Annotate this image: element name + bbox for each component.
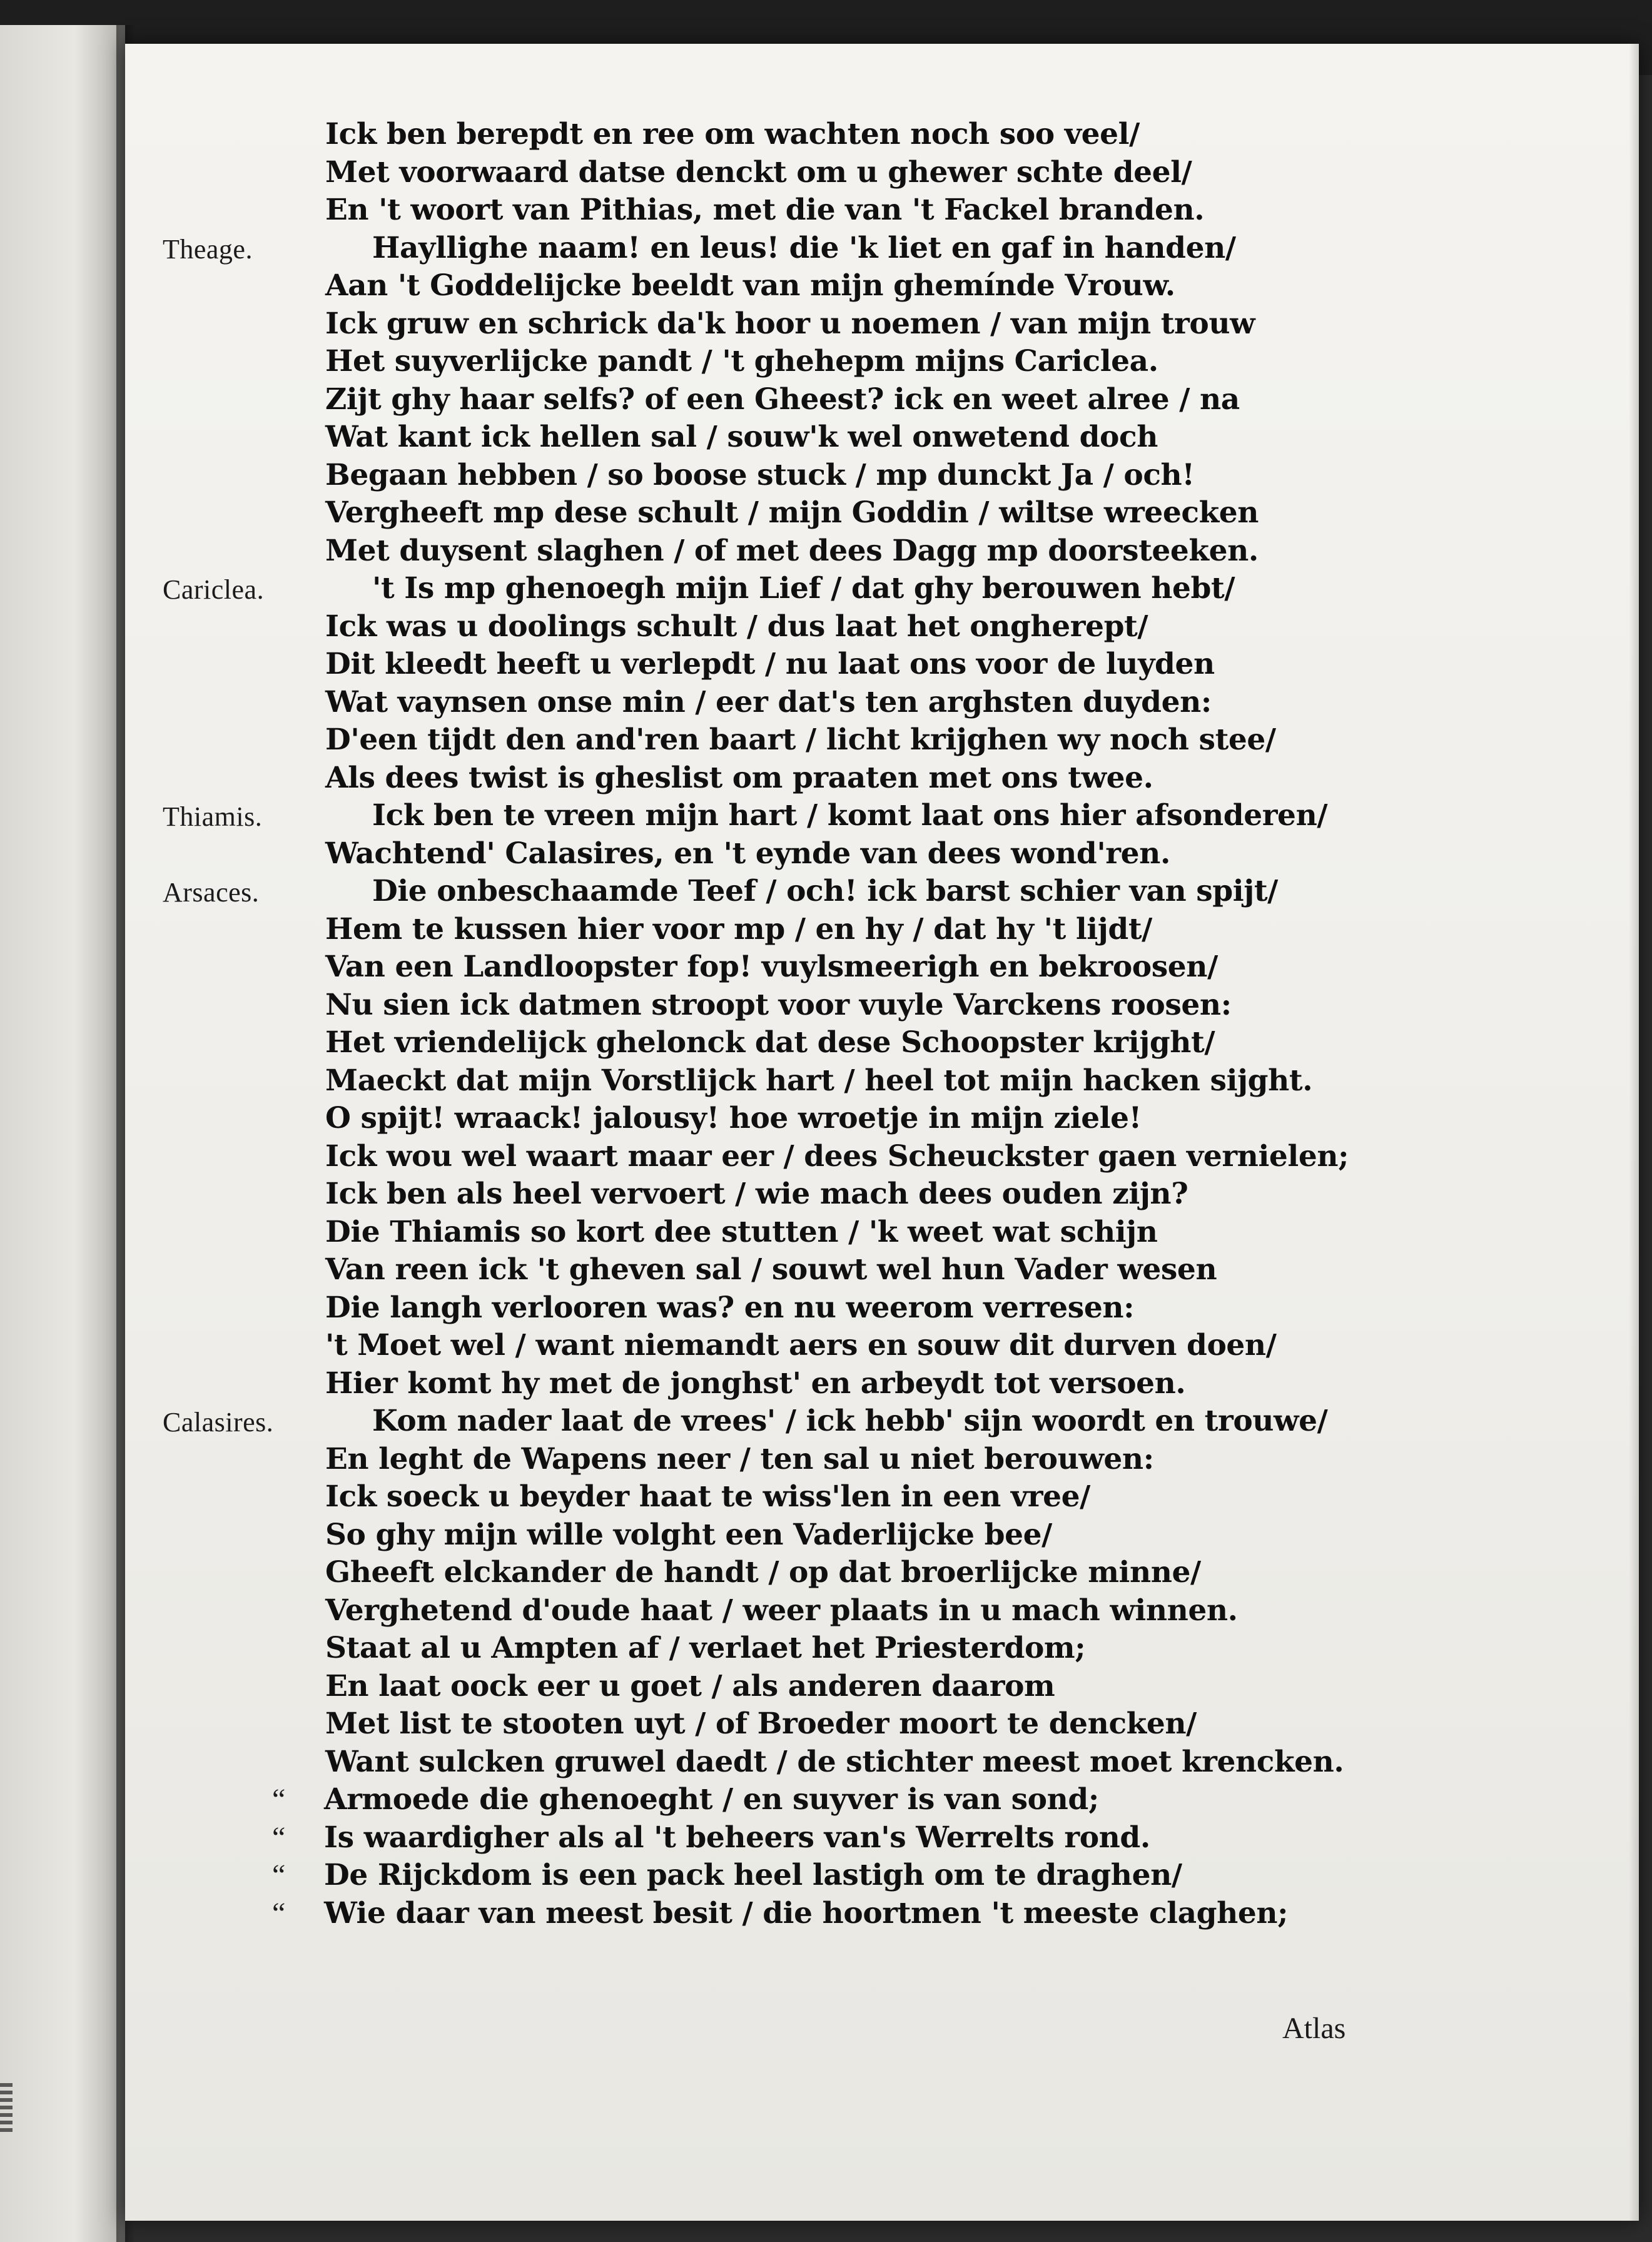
verse-line <box>125 418 1639 457</box>
verse-line <box>125 532 1639 571</box>
verse-text: En 't woort van Pithias, met die van 't Fackel branden. <box>325 193 1205 227</box>
verse-text: Met duysent slaghen / of met dees Dagg mp doorsteeken. <box>325 533 1259 568</box>
verse-text: Zijt ghy haar selfs? of een Gheest? ick en weet alree / na <box>325 382 1240 417</box>
verse-text: Die Thiamis so kort dee stutten / 'k weet wat schijn <box>325 1214 1158 1249</box>
verse-line <box>125 1214 1639 1252</box>
verse-line <box>125 873 1639 911</box>
verse-line <box>125 1743 1639 1782</box>
verse-line <box>125 230 1639 268</box>
verse-text: De Rijckdom is een pack heel lastigh om te draghen/ <box>324 1858 1182 1892</box>
verse-line <box>125 1857 1639 1895</box>
verse-text: Begaan hebben / so boose stuck / mp dunckt Ja / och! <box>325 457 1195 492</box>
verse-line <box>125 1403 1639 1441</box>
verse-text: So ghy mijn wille volght een Vaderlijcke bee/ <box>325 1517 1052 1552</box>
verse-line <box>125 1327 1639 1365</box>
verse-line <box>125 494 1639 532</box>
quotation-mark: “ <box>272 1859 286 1892</box>
speaker-name: Theage. <box>163 233 253 265</box>
verse-text: Het vriendelijck ghelonck dat dese Schoopster krijght/ <box>325 1025 1215 1060</box>
verse-text: Dit kleedt heeft u verlepdt / nu laat ons voor de luyden <box>325 647 1215 681</box>
quotation-mark: “ <box>272 1820 286 1854</box>
verse-line <box>125 646 1639 684</box>
left-page-print-mark <box>0 2083 13 2133</box>
verse-line <box>125 1100 1639 1138</box>
verse-line <box>125 1781 1639 1819</box>
verse-text: Nu sien ick datmen stroopt voor vuyle Varckens roosen: <box>325 987 1232 1022</box>
verse-line <box>125 191 1639 230</box>
verse-text: Wachtend' Calasires, en 't eynde van dees wond'ren. <box>325 836 1170 871</box>
quotation-mark: “ <box>272 1896 286 1930</box>
catchword: Atlas <box>1282 2012 1346 2045</box>
verse-text: Ick ben als heel vervoert / wie mach dees ouden zijn? <box>325 1177 1188 1211</box>
verse-text: Hem te kussen hier voor mp / en hy / dat hy 't lijdt/ <box>325 911 1152 946</box>
verse-line <box>125 267 1639 305</box>
verse-line <box>125 381 1639 419</box>
left-page-edge <box>0 25 125 2242</box>
verse-line <box>125 759 1639 798</box>
verse-line <box>125 116 1639 154</box>
verse-line <box>125 457 1639 495</box>
verse-line <box>125 797 1639 835</box>
verse-text: Met list te stooten uyt / of Broeder moort te dencken/ <box>325 1707 1197 1741</box>
verse-line <box>125 154 1639 192</box>
verse-text: Verghetend d'oude haat / weer plaats in u mach winnen. <box>325 1593 1238 1628</box>
verse-text: Ick gruw en schrick da'k hoor u noemen / van mijn trouw <box>325 306 1255 341</box>
verse-line <box>125 570 1639 608</box>
verse-text: Wat kant ick hellen sal / souw'k wel onwetend doch <box>325 420 1158 454</box>
verse-text: En leght de Wapens neer / ten sal u niet berouwen: <box>325 1441 1154 1476</box>
verse-text: Ick soeck u beyder haat te wiss'len in een vree/ <box>325 1479 1090 1514</box>
verse-text: Als dees twist is gheslist om praaten met ons twee. <box>325 760 1153 795</box>
verse-text: Hayllighe naam! en leus! die 'k liet en gaf in handen/ <box>372 230 1236 265</box>
verse-text: Ick wou wel waart maar eer / dees Scheuckster gaen vernielen; <box>325 1139 1349 1174</box>
speaker-name: Arsaces. <box>163 877 260 908</box>
verse-line <box>125 1819 1639 1857</box>
verse-text: Van een Landloopster fop! vuylsmeerigh en bekroosen/ <box>325 950 1218 984</box>
verse-line <box>125 835 1639 873</box>
verse-text: Staat al u Ampten af / verlaet het Priesterdom; <box>325 1631 1086 1665</box>
verse-text: Met voorwaard datse denckt om u ghewer schte deel/ <box>325 155 1192 190</box>
quotation-mark: “ <box>272 1783 286 1816</box>
verse-line <box>125 987 1639 1025</box>
verse-line <box>125 1024 1639 1062</box>
speaker-name: Thiamis. <box>163 801 263 832</box>
verse-line <box>125 1630 1639 1668</box>
speaker-name: Calasires. <box>163 1407 274 1438</box>
verse-line <box>125 948 1639 987</box>
speaker-name: Cariclea. <box>163 574 265 605</box>
verse-text: Ick ben berepdt en ree om wachten noch soo veel/ <box>325 117 1140 151</box>
verse-line <box>125 1175 1639 1214</box>
verse-text: Ick was u doolings schult / dus laat het ongherept/ <box>325 609 1148 644</box>
verse-line <box>125 1554 1639 1592</box>
verse-line <box>125 1251 1639 1289</box>
verse-text: Aan 't Goddelijcke beeldt van mijn ghemínde Vrouw. <box>325 268 1175 303</box>
verse-line <box>125 1705 1639 1743</box>
verse-line <box>125 1895 1639 1933</box>
verse-line <box>125 608 1639 646</box>
verse-text: Is waardigher als al 't beheers van's Werrelts rond. <box>324 1820 1150 1855</box>
verse-text: 't Moet wel / want niemandt aers en souw dit durven doen/ <box>325 1328 1277 1362</box>
book-page <box>125 44 1639 2221</box>
verse-line <box>125 1478 1639 1516</box>
verse-line <box>125 1441 1639 1479</box>
verse-line <box>125 305 1639 343</box>
verse-text: Wat vaynsen onse min / eer dat's ten arghsten duyden: <box>325 684 1212 719</box>
verse-text: Die langh verlooren was? en nu weerom verresen: <box>325 1290 1135 1325</box>
verse-line <box>125 1516 1639 1555</box>
verse-text: Armoede die ghenoeght / en suyver is van sond; <box>324 1782 1099 1817</box>
verse-text: Kom nader laat de vrees' / ick hebb' sijn woordt en trouwe/ <box>372 1404 1328 1438</box>
verse-line <box>125 1365 1639 1403</box>
verse-line <box>125 1592 1639 1630</box>
verse-text: Ick ben te vreen mijn hart / komt laat ons hier afsonderen/ <box>372 798 1328 833</box>
verse-text: Die onbeschaamde Teef / och! ick barst schier van spijt/ <box>372 874 1278 908</box>
verse-line <box>125 911 1639 949</box>
verse-text: Vergheeft mp dese schult / mijn Goddin / wiltse wreecken <box>325 495 1259 530</box>
verse-line <box>125 1289 1639 1327</box>
verse-line <box>125 1062 1639 1100</box>
verse-text: Van reen ick 't gheven sal / souwt wel hun Vader wesen <box>325 1252 1217 1287</box>
verse-text: Want sulcken gruwel daedt / de stichter meest moet krencken. <box>325 1744 1344 1779</box>
verse-text: 't Is mp ghenoegh mijn Lief / dat ghy berouwen hebt/ <box>372 571 1235 606</box>
verse-line <box>125 1668 1639 1706</box>
verse-line <box>125 343 1639 381</box>
verse-text: En laat oock eer u goet / als anderen daarom <box>325 1668 1055 1703</box>
verse-text: Hier komt hy met de jonghst' en arbeydt tot versoen. <box>325 1366 1186 1401</box>
verse-text: D'een tijdt den and'ren baart / licht krijghen wy noch stee/ <box>325 723 1276 757</box>
verse-line <box>125 684 1639 722</box>
verse-text: Gheeft elckander de handt / op dat broerlijcke minne/ <box>325 1555 1201 1590</box>
verse-text: Maeckt dat mijn Vorstlijck hart / heel tot mijn hacken sijght. <box>325 1063 1313 1098</box>
verse-line <box>125 1138 1639 1176</box>
verse-text: Het suyverlijcke pandt / 't ghehepm mijns Cariclea. <box>325 344 1158 378</box>
verse-line <box>125 721 1639 759</box>
verse-text: Wie daar van meest besit / die hoortmen 't meeste claghen; <box>324 1895 1289 1930</box>
verse-text: O spijt! wraack! jalousy! hoe wroetje in mijn ziele! <box>325 1101 1142 1135</box>
verse-lines <box>125 116 1639 1932</box>
